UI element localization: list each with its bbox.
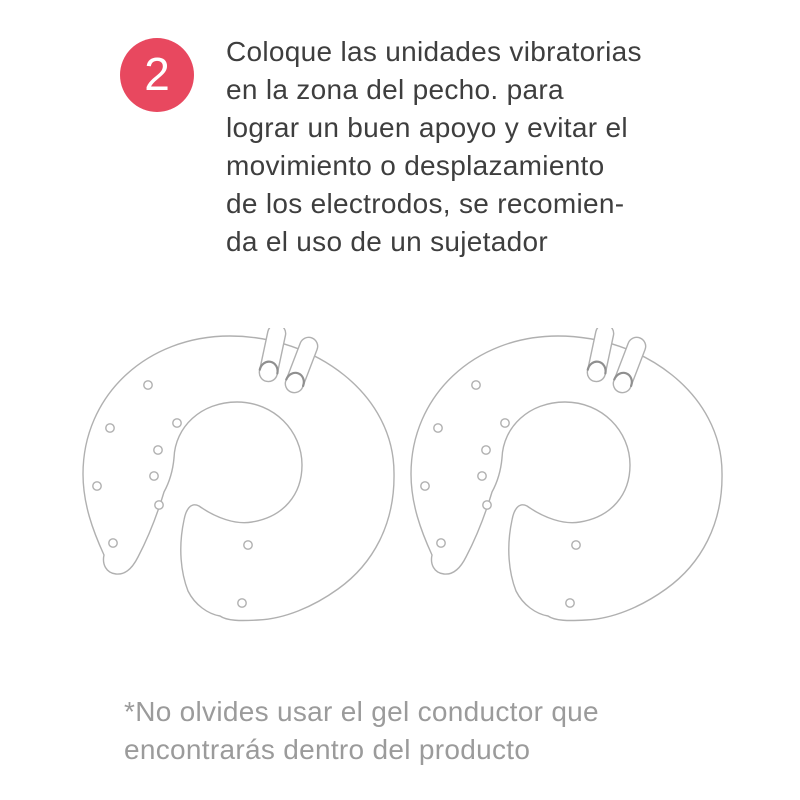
pad-hole [238,599,246,607]
pad-hole [150,472,158,480]
instruction-line: en la zona del pecho. para [226,74,564,105]
electrode-pads-diagram [80,328,730,630]
instruction-line: da el uso de un sujetador [226,226,548,257]
instruction-line: de los electrodos, se recomien- [226,188,625,219]
pad-hole [155,501,163,509]
pad-hole [93,482,101,490]
pad-hole [244,541,252,549]
pad-hole [144,381,152,389]
instruction-text [226,33,642,261]
footnote-line: encontrarás dentro del producto [124,734,531,765]
pad-outline [83,336,394,621]
instruction-line: movimiento o desplazamiento [226,150,605,181]
pad-hole [173,419,181,427]
step-number-badge [120,38,194,112]
electrode-pad-left [83,328,394,621]
pad-hole [106,424,114,432]
instruction-line: lograr un buen apoyo y evitar el [226,112,628,143]
footnote-text [124,693,599,769]
footnote-line: *No olvides usar el gel conductor que [124,696,599,727]
pad-hole [109,539,117,547]
step-number: 2 [144,48,170,100]
instruction-line: Coloque las unidades vibratorias [226,36,642,67]
pad-hole [154,446,162,454]
electrode-pad-right [411,328,722,621]
